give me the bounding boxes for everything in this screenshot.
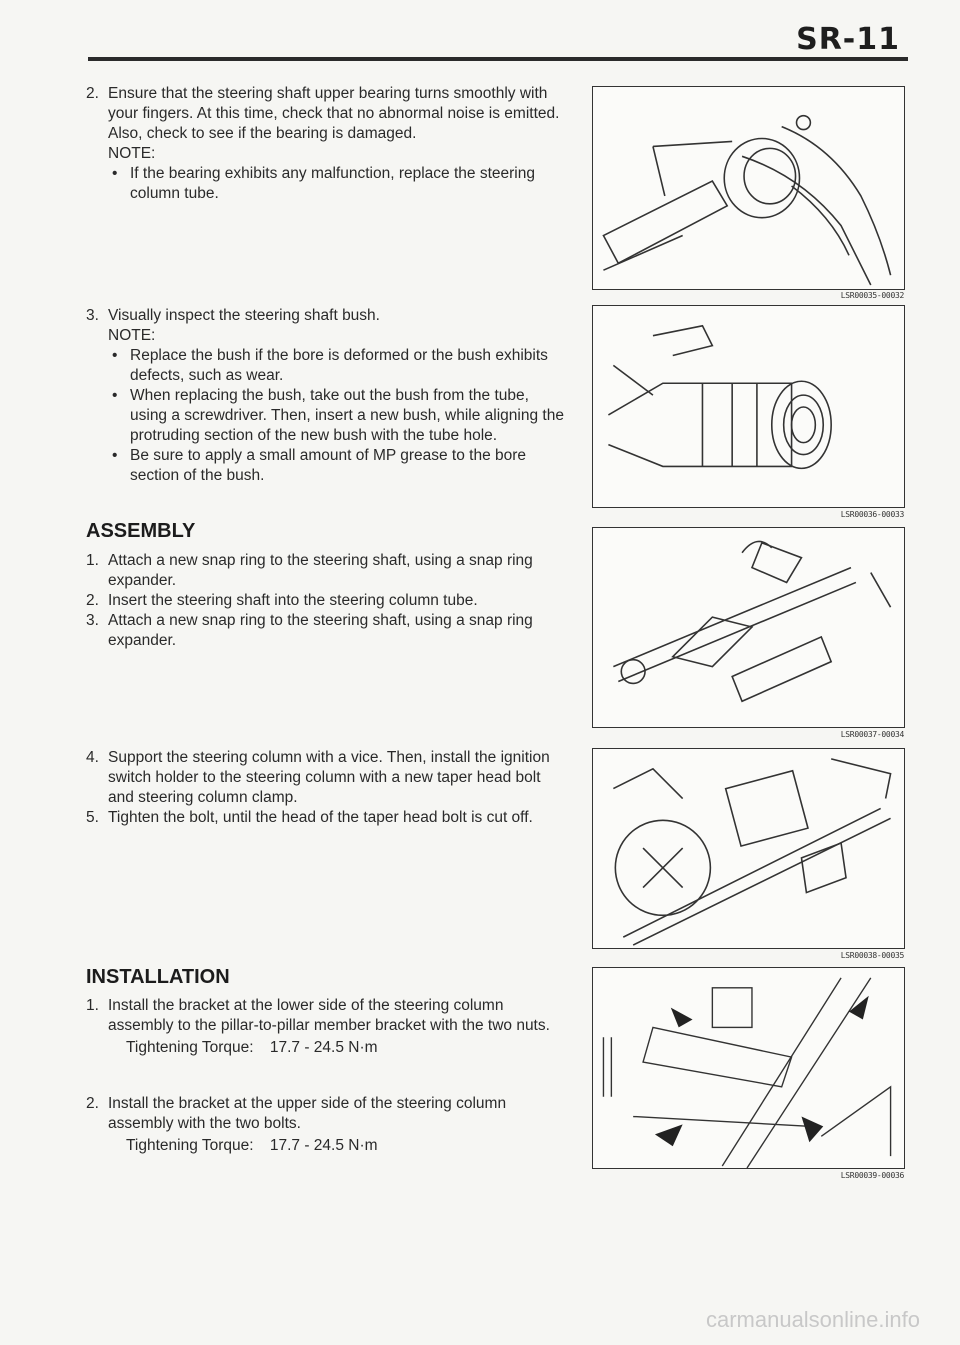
assembly-step (86, 611, 566, 651)
installation-step-2 (86, 1094, 566, 1156)
assembly-step (86, 808, 566, 828)
step-2 (86, 84, 566, 144)
torque-value: 17.7 - 24.5 N·m (269, 1039, 378, 1056)
step-text: Install the bracket at the lower side of the steering column assembly to the pillar-to-pillar member bracket with the two nuts. (108, 997, 550, 1034)
assembly-step (86, 551, 566, 591)
bearing-illustration (593, 87, 904, 289)
installation-step (86, 996, 566, 1036)
step-number: 1. (86, 552, 99, 569)
torque-label: Tightening Torque: (126, 1039, 254, 1056)
snap-ring-illustration (593, 528, 904, 727)
installation-step-1 (86, 996, 566, 1058)
step-text: Attach a new snap ring to the steering shaft, using a snap ring expander. (108, 552, 533, 589)
bush-illustration (593, 306, 904, 507)
step-3 (86, 306, 566, 326)
note-bullet: • If the bearing exhibits any malfunction, replace the steering column tube. (108, 164, 566, 204)
step-3-section (86, 306, 566, 486)
figure-installation (592, 967, 905, 1169)
figure-code: LSR00036-00033 (840, 510, 904, 519)
step-number: 1. (86, 997, 99, 1014)
figure-code: LSR00038-00035 (840, 951, 904, 960)
note-label: NOTE: (108, 145, 156, 162)
tightening-torque (86, 1038, 566, 1058)
step-number: 2. (86, 1095, 99, 1112)
note-bullet: • Replace the bush if the bore is deformed or the bush exhibits defects, such as wear. (108, 346, 566, 386)
tightening-torque (86, 1136, 566, 1156)
step-text: Attach a new snap ring to the steering shaft, using a snap ring expander. (108, 612, 533, 649)
step-text: Ensure that the steering shaft upper bearing turns smoothly with your fingers. At this time, check that no abnormal noise is emitted. Also, check to see if the bearing is damaged. (108, 85, 560, 142)
ignition-holder-illustration (593, 749, 904, 948)
assembly-steps-a (86, 551, 566, 651)
step-text: Install the bracket at the upper side of the steering column assembly with the two bolts. (108, 1095, 507, 1132)
step-number: 2. (86, 85, 99, 102)
torque-value: 17.7 - 24.5 N·m (269, 1137, 378, 1154)
figure-snap-ring (592, 527, 905, 728)
installation-heading: INSTALLATION (86, 966, 230, 988)
step-text: Visually inspect the steering shaft bush. (108, 307, 380, 324)
installation-step (86, 1094, 566, 1134)
assembly-steps-b (86, 748, 566, 828)
step-2-section (86, 84, 566, 204)
figure-bearing-check (592, 86, 905, 290)
step-number: 3. (86, 612, 99, 629)
assembly-heading: ASSEMBLY (86, 520, 196, 542)
note-bullet: • Be sure to apply a small amount of MP grease to the bore section of the bush. (108, 446, 566, 486)
note-bullet: • When replacing the bush, take out the bush from the tube, using a screwdriver. Then, insert a new bush, while aligning the protruding section of the new bush with the tube hole. (108, 386, 566, 446)
figure-code: LSR00035-00032 (840, 291, 904, 300)
note-bullets (86, 164, 566, 204)
torque-label: Tightening Torque: (126, 1137, 254, 1154)
step-number: 2. (86, 592, 99, 609)
step-number: 3. (86, 307, 99, 324)
assembly-step (86, 591, 566, 611)
top-rule (88, 57, 908, 61)
step-text: Support the steering column with a vice. Then, install the ignition switch holder to the steering column with a new taper head bolt and steering column clamp. (108, 749, 550, 806)
note-label: NOTE: (108, 327, 156, 344)
assembly-step (86, 748, 566, 808)
figure-code: LSR00039-00036 (840, 1171, 904, 1180)
figure-bush-inspection (592, 305, 905, 508)
page-code: SR-11 (796, 22, 900, 57)
watermark: carmanualsonline.info (705, 1307, 920, 1332)
figure-ignition-holder (592, 748, 905, 949)
step-number: 4. (86, 749, 99, 766)
note-bullets (86, 346, 566, 486)
step-text: Tighten the bolt, until the head of the taper head bolt is cut off. (108, 809, 533, 826)
step-number: 5. (86, 809, 99, 826)
step-text: Insert the steering shaft into the steering column tube. (108, 592, 478, 609)
installation-illustration (593, 968, 904, 1168)
figure-code: LSR00037-00034 (840, 730, 904, 739)
